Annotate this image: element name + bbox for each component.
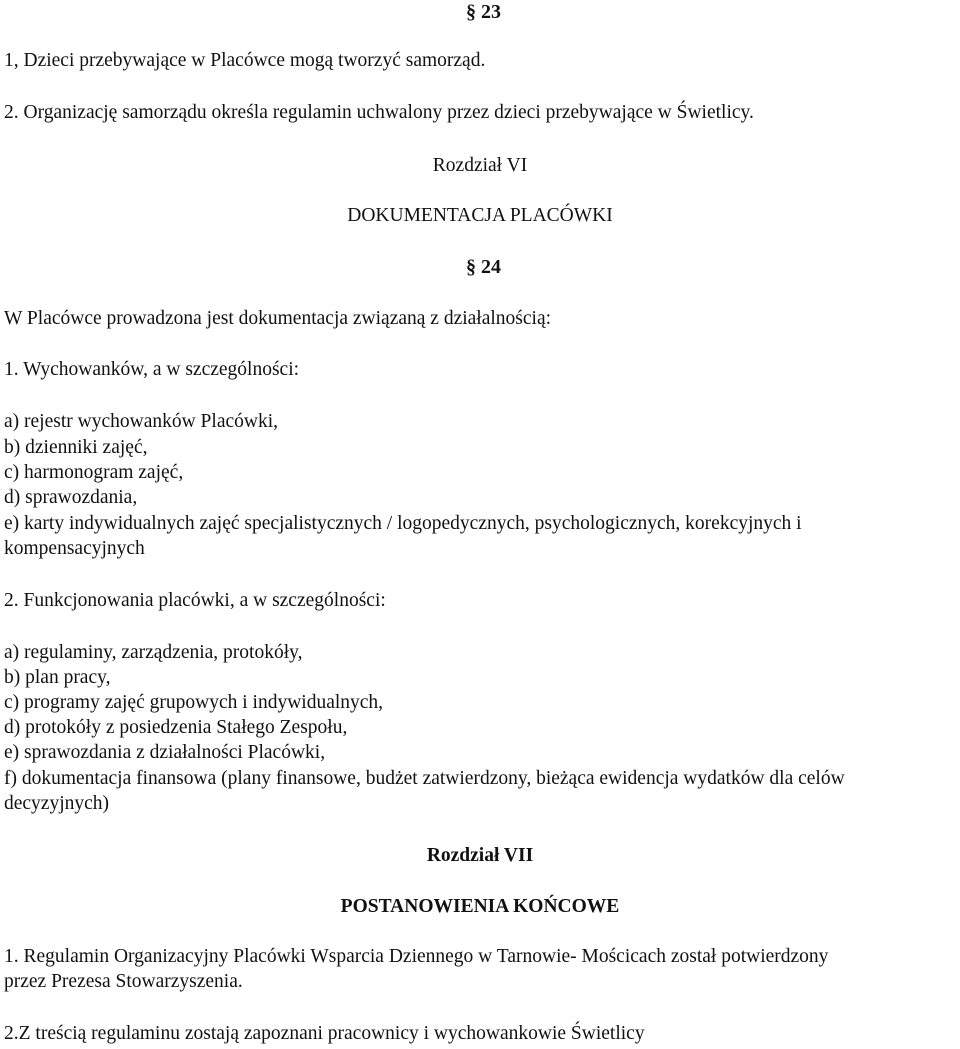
s23-item-2: 2. Organizację samorządu określa regulamin uchwalony przez dzieci przebywające w Świetlicy. — [4, 102, 754, 123]
chapter-6-title: Rozdział VI — [432, 155, 528, 176]
list-item: c) programy zajęć grupowych i indywidualnych, — [4, 692, 384, 713]
list-item: a) rejestr wychowanków Placówki, — [4, 411, 278, 432]
list-item: b) plan pracy, — [4, 667, 111, 688]
s24-intro: W Placówce prowadzona jest dokumentacja związaną z działalnością: — [4, 308, 552, 329]
list-item: d) protokóły z posiedzenia Stałego Zespołu, — [4, 717, 348, 738]
list-item: d) sprawozdania, — [4, 487, 138, 508]
s24-group-2-title: 2. Funkcjonowania placówki, a w szczególności: — [4, 590, 386, 611]
chapter-6-subtitle: DOKUMENTACJA PLACÓWKI — [347, 205, 613, 226]
list-item: b) dzienniki zajęć, — [4, 437, 148, 458]
closing-paragraph-2: 2.Z treścią regulaminu zostają zapoznani pracownicy i wychowankowie Świetlicy — [4, 1023, 645, 1044]
list-item-continuation: kompensacyjnych — [4, 538, 145, 559]
list-item: e) karty indywidualnych zajęć specjalistycznych / logopedycznych, psychologicznych, korekcyjnych i — [4, 513, 802, 534]
list-item: a) regulaminy, zarządzenia, protokóły, — [4, 642, 303, 663]
list-item-continuation: decyzyjnych) — [4, 793, 110, 814]
list-item: c) harmonogram zajęć, — [4, 462, 184, 483]
chapter-7-subtitle: POSTANOWIENIA KOŃCOWE — [340, 896, 620, 917]
closing-paragraph-1: 1. Regulamin Organizacyjny Placówki Wsparcia Dziennego w Tarnowie- Mościcach został potwierdzony — [4, 946, 829, 967]
closing-paragraph-1-continuation: przez Prezesa Stowarzyszenia. — [4, 971, 243, 992]
section-24-heading: § 24 — [466, 256, 501, 278]
s23-item-1: 1, Dzieci przebywające w Placówce mogą tworzyć samorząd. — [4, 50, 486, 71]
list-item: f) dokumentacja finansowa (plany finansowe, budżet zatwierdzony, bieżąca ewidencja wydatków dla celów — [4, 768, 845, 789]
list-item: e) sprawozdania z działalności Placówki, — [4, 742, 326, 763]
s24-group-1-title: 1. Wychowanków, a w szczególności: — [4, 359, 300, 380]
section-23-heading: § 23 — [466, 1, 501, 23]
chapter-7-title: Rozdział VII — [426, 845, 534, 866]
